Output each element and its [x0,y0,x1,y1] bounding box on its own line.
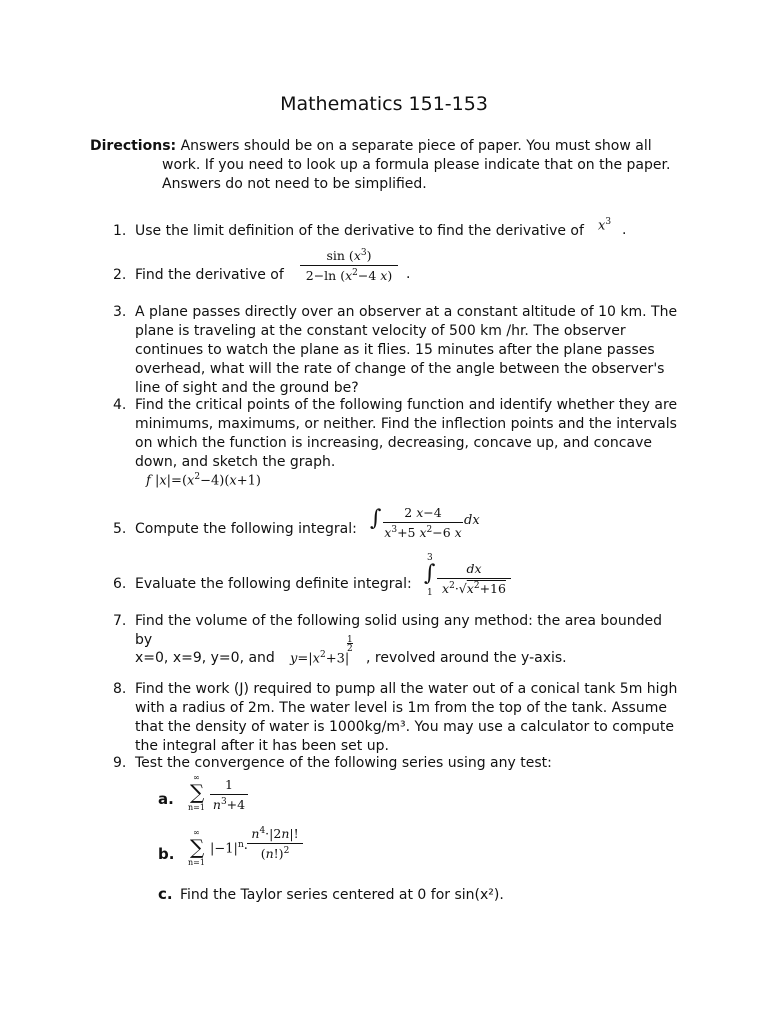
q7-revolved: , revolved around the y-axis. [366,650,567,666]
q4-math-function: f $|x|=(x^2-4)(x+1)$ [146,472,262,489]
q1-math-x-cubed: $x^3$ [598,217,612,234]
q7-bounds: x=0, x=9, y=0, and [135,650,275,666]
q6-upper-limit: 3 [427,553,433,563]
q7-math-y: $y=|x^2+3|$ [290,650,350,667]
q5-math-fraction: $\frac{2 x-4}{x^3+5 x^2-6 x}$ [384,505,462,541]
sub-b-sigma-lower: n=1 [188,858,205,867]
sub-b-fraction: $\frac{n^4\cdot|2n|!}{(n!)^2}$ [247,826,303,861]
sub-a-sigma-lower: n=1 [188,803,205,812]
q2-math-fraction: $\frac{\sin (x^3)}{2-\ln (x^2-4 x)}$ [300,248,398,283]
sub-item-c-label: c. [158,885,173,903]
sub-a-fraction: $\frac{1}{n^3+4}$ [210,777,248,812]
q6-lower-limit: 1 [427,588,433,598]
directions-line3: Answers do not need to be simplified. [162,176,427,192]
sub-b-sigma: ∑ [190,835,205,859]
page-title: Mathematics 151-153 [280,93,488,115]
directions-label: Directions: [90,138,177,154]
q2-period: . [406,266,411,282]
sub-a-sigma-upper: ∞ [193,773,200,782]
sub-item-c-text: Find the Taylor series centered at 0 for sin(x²). [180,887,504,903]
sub-b-sign-factor: $|-1|^n\cdot$ [210,840,248,857]
sub-item-a-label: a. [158,790,174,808]
sub-item-b-label: b. [158,845,175,863]
q6-integral-sign: ∫ [424,561,436,586]
q5-integral-sign: ∫ [370,506,382,531]
sub-b-sigma-upper: ∞ [193,828,200,837]
q7-math-exponent: 1 2 [347,635,353,654]
directions [90,137,690,194]
q5-dx: dx [464,513,480,528]
sub-a-sigma: ∑ [190,780,205,804]
directions-line2: work. If you need to look up a formula please indicate that on the paper. [162,157,671,173]
directions-line1: Answers should be on a separate piece of paper. You must show all [180,138,652,154]
q6-math-fraction: $\frac{dx}{x^2\cdot√x^2+16}$ [437,561,511,596]
q1-period: . [622,222,627,238]
